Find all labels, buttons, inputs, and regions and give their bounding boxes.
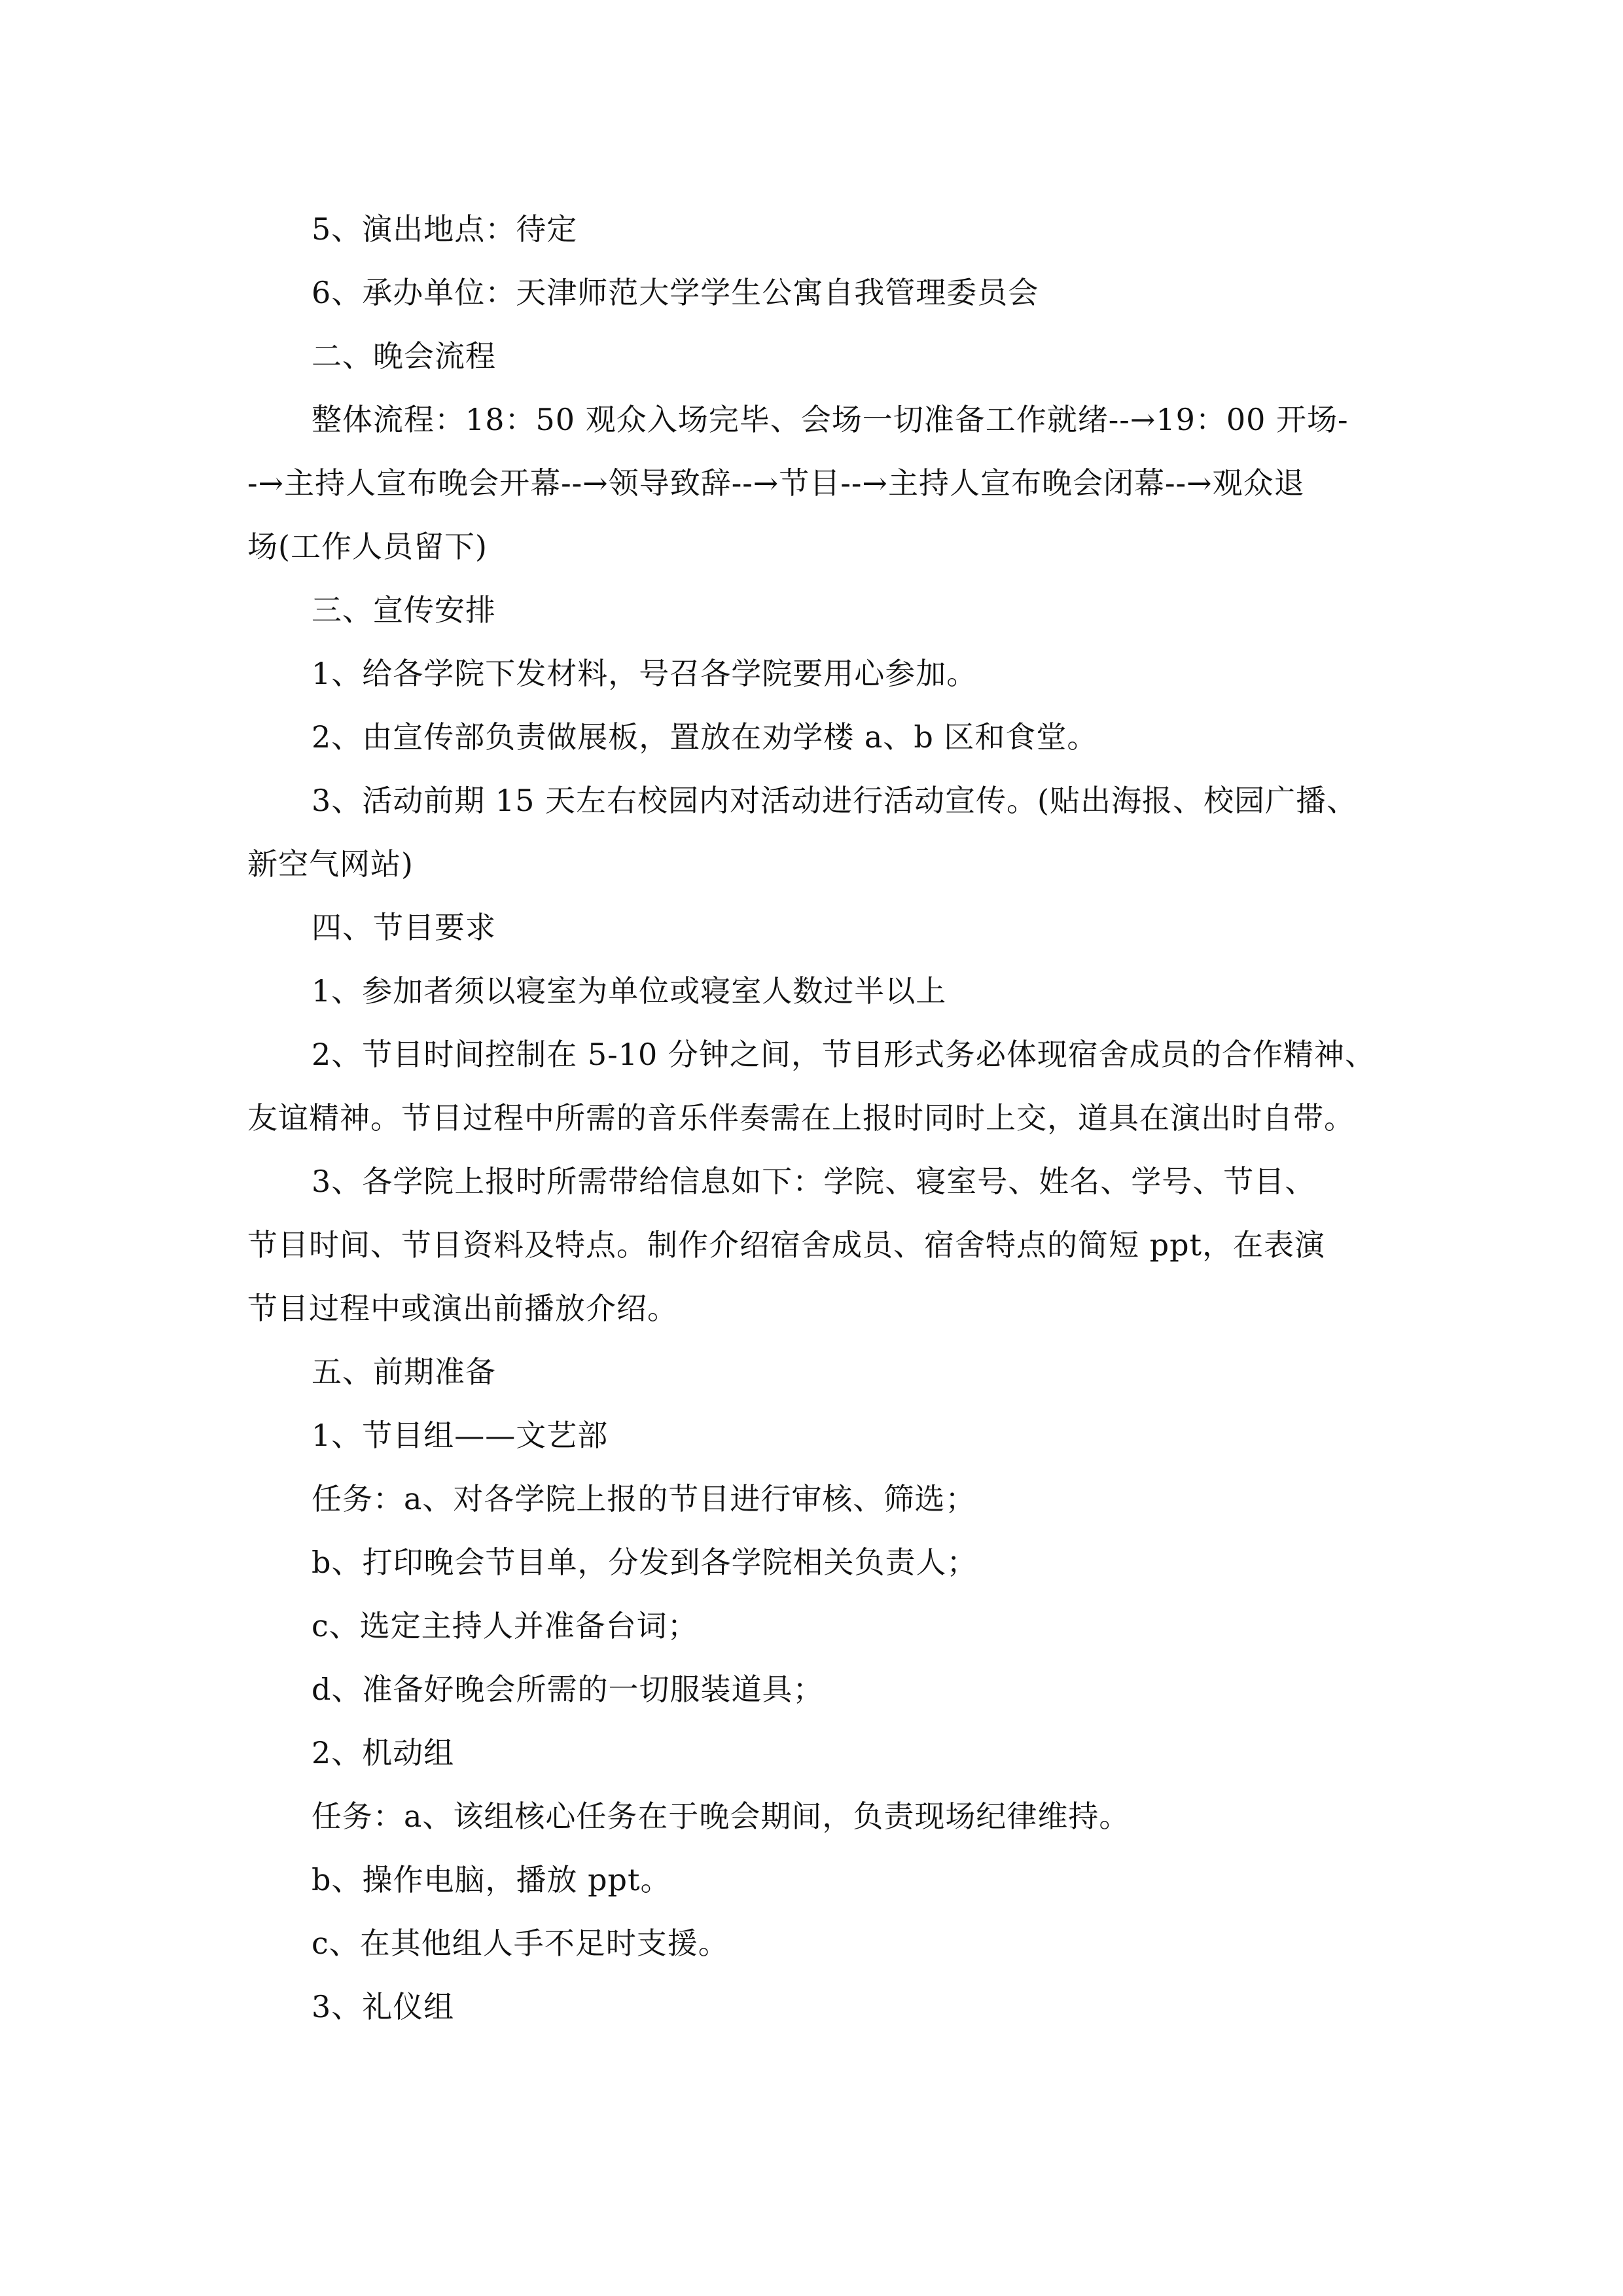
text-line: d、准备好晚会所需的一切服装道具； [312, 1672, 824, 1707]
text-line: -→主持人宣布晚会开幕--→领导致辞--→节目--→主持人宣布晚会闭幕--→观众退 [247, 465, 1305, 501]
section-heading: 三、宣传安排 [312, 592, 496, 628]
text-line: 6、承办单位：天津师范大学学生公寓自我管理委员会 [312, 275, 1039, 310]
text-line: 整体流程：18：50 观众入场完毕、会场一切准备工作就绪--→19：00 开场- [312, 402, 1349, 437]
text-line: 1、给各学院下发材料，号召各学院要用心参加。 [312, 656, 978, 691]
text-line: 新空气网站) [247, 846, 414, 882]
text-line: 1、节目组——文艺部 [312, 1418, 609, 1453]
text-line: c、选定主持人并准备台词； [312, 1608, 698, 1643]
text-line: 节目时间、节目资料及特点。制作介绍宿舍成员、宿舍特点的简短 ppt，在表演 [247, 1227, 1325, 1263]
text-line: 任务：a、对各学院上报的节目进行审核、筛选； [312, 1481, 976, 1516]
text-line: 3、礼仪组 [312, 1989, 455, 2024]
text-line: 2、由宣传部负责做展板，置放在劝学楼 a、b 区和食堂。 [312, 719, 1098, 755]
section-heading: 四、节目要求 [312, 910, 496, 945]
text-line: 2、节目时间控制在 5-10 分钟之间，节目形式务必体现宿舍成员的合作精神、 [312, 1037, 1376, 1072]
text-line: 场(工作人员留下) [247, 529, 488, 564]
section-heading: 五、前期准备 [312, 1354, 496, 1390]
text-line: 友谊精神。节目过程中所需的音乐伴奏需在上报时同时上交，道具在演出时自带。 [247, 1100, 1355, 1136]
text-line: 3、各学院上报时所需带给信息如下：学院、寝室号、姓名、学号、节目、 [312, 1164, 1316, 1199]
text-line: 任务：a、该组核心任务在于晚会期间，负责现场纪律维持。 [312, 1799, 1130, 1834]
text-line: 3、活动前期 15 天左右校园内对活动进行活动宣传。(贴出海报、校园广播、 [312, 783, 1357, 818]
text-line: b、操作电脑，播放 ppt。 [312, 1862, 671, 1897]
section-heading: 二、晚会流程 [312, 338, 496, 374]
text-line: c、在其他组人手不足时支援。 [312, 1926, 729, 1961]
text-line: b、打印晚会节目单，分发到各学院相关负责人； [312, 1545, 978, 1580]
text-line: 1、参加者须以寝室为单位或寝室人数过半以上 [312, 973, 947, 1009]
text-line: 节目过程中或演出前播放介绍。 [247, 1291, 678, 1326]
text-line: 5、演出地点：待定 [312, 211, 578, 247]
text-line: 2、机动组 [312, 1735, 455, 1770]
